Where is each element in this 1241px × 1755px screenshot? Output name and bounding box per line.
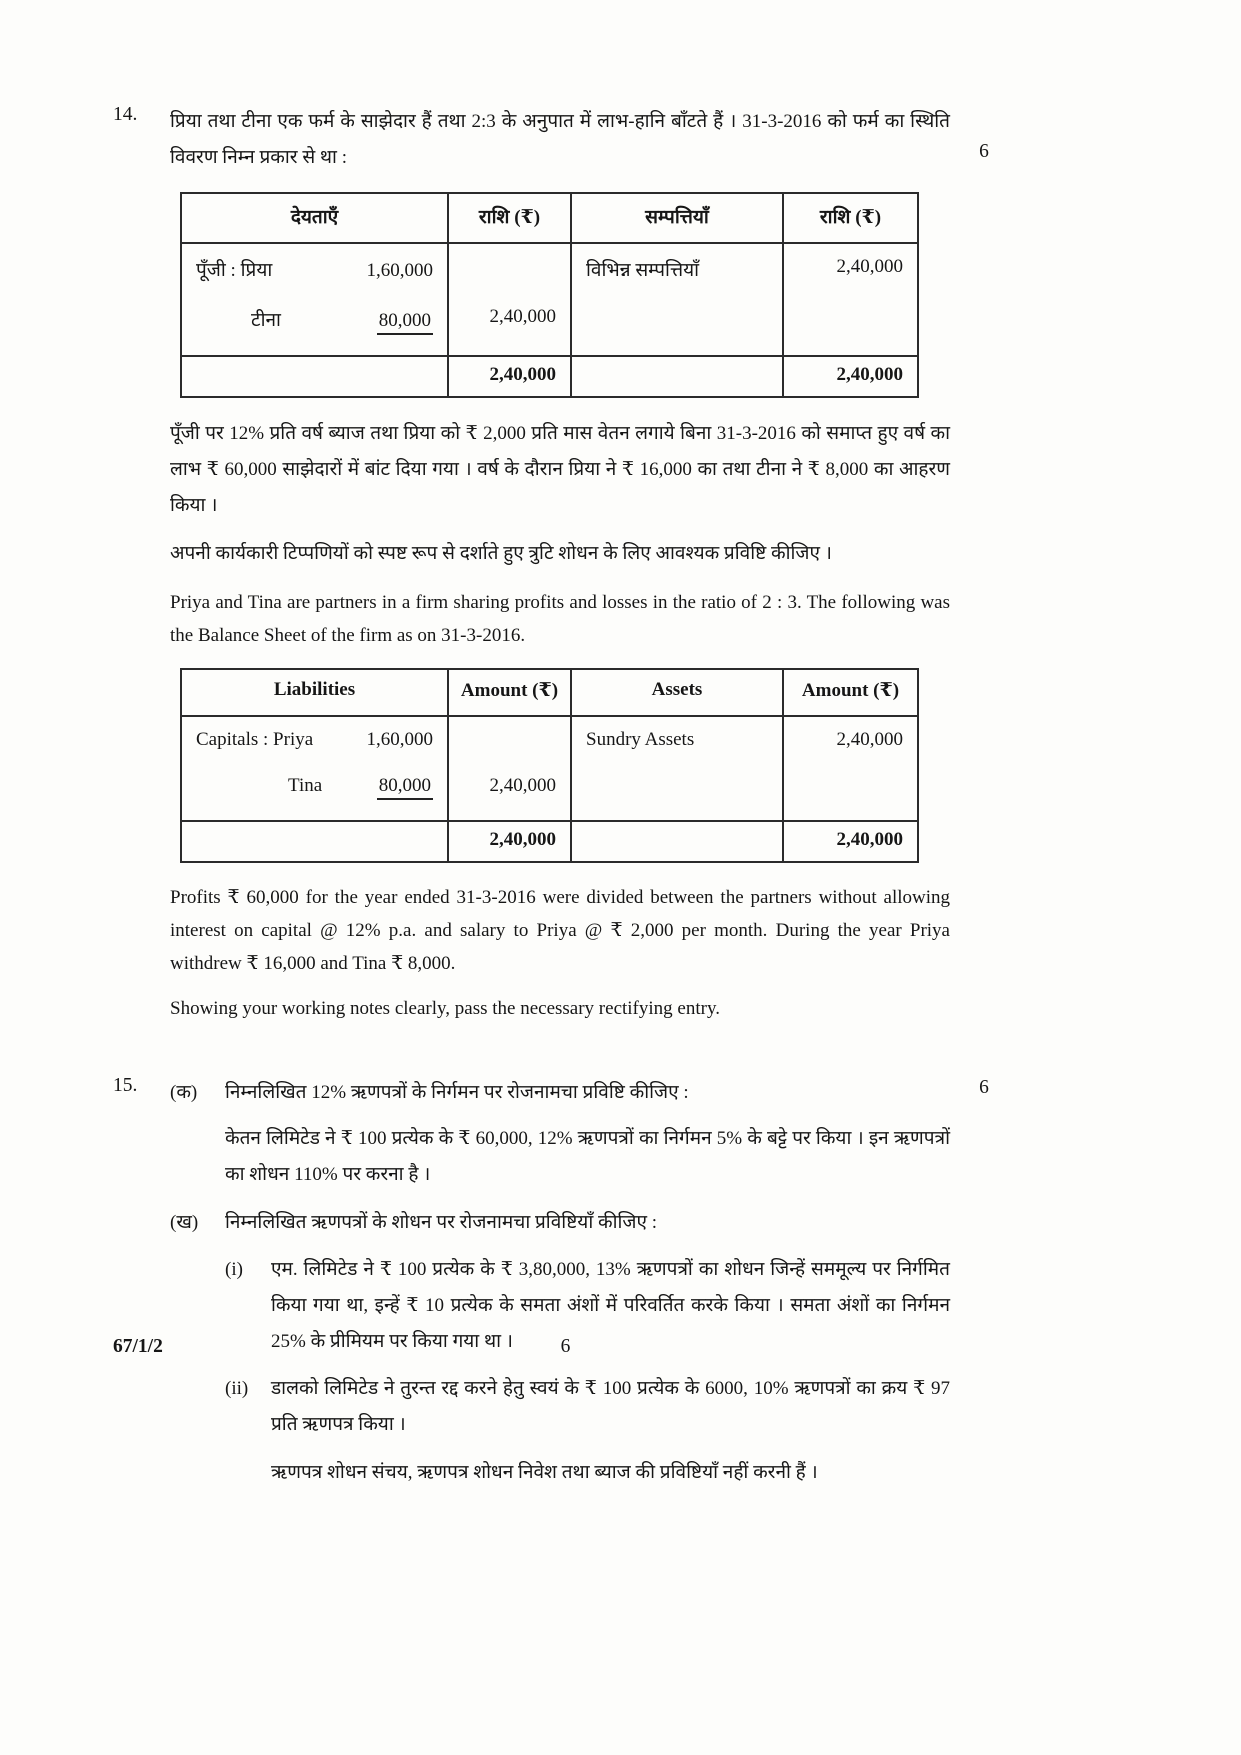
liability-amount: 1,60,000 xyxy=(366,260,433,281)
liability-name: पूँजी : प्रिया xyxy=(196,260,273,281)
q15-part-a-body: केतन लिमिटेड ने ₹ 100 प्रत्येक के ₹ 60,000, 12% ऋणपत्रों का निर्गमन 5% के बट्टे पर किया । इन ऋणपत्रों का शोधन 110% पर करना है । xyxy=(225,1128,950,1185)
empty-cell xyxy=(571,821,783,862)
amount-cell: 2,40,000 xyxy=(448,757,571,821)
question-14 xyxy=(113,104,1018,1025)
total-liabilities: 2,40,000 xyxy=(448,356,571,397)
q15-item-ii xyxy=(225,1371,950,1443)
question-15-number: 15. xyxy=(113,1075,138,1096)
liability-name: Capitals : Priya xyxy=(196,729,314,750)
liability-name: टीना xyxy=(251,310,281,331)
col-header-liabilities-en: Liabilities xyxy=(181,669,448,716)
asset-name: विभिन्न सम्पत्तियाँ xyxy=(571,243,783,288)
q14-marks: 6 xyxy=(979,141,989,162)
question-14-body xyxy=(170,104,950,1025)
q15-item-i-label: (i) xyxy=(225,1259,243,1280)
q15-item-i xyxy=(225,1252,950,1360)
liability-amount-underlined: 80,000 xyxy=(377,310,433,335)
asset-amount xyxy=(783,288,918,356)
q14-para2-english: Showing your working notes clearly, pass the necessary rectifying entry. xyxy=(170,998,720,1019)
q14-para1-hindi: पूँजी पर 12% प्रति वर्ष ब्याज तथा प्रिया को ₹ 2,000 प्रति मास वेतन लगाये बिना 31-3-2016 को समाप्त हुए वर्ष का लाभ ₹ 60,000 साझेदारों में बांट दिया गया । वर्ष के दौरान प्रिया ने ₹ 16,000 का तथा टीना ने ₹ 8,000 का आहरण किया । xyxy=(170,423,950,516)
liability-cell xyxy=(181,757,448,821)
asset-name xyxy=(571,757,783,821)
asset-amount xyxy=(783,757,918,821)
total-assets: 2,40,000 xyxy=(783,356,918,397)
table-row xyxy=(181,288,918,356)
asset-name xyxy=(571,288,783,356)
q15-marks: 6 xyxy=(979,1077,989,1098)
q15-item-i-text: एम. लिमिटेड ने ₹ 100 प्रत्येक के ₹ 3,80,000, 13% ऋणपत्रों का शोधन जिन्हें सममूल्य पर निर्गमित किया गया था, इन्हें ₹ 10 प्रत्येक के समता अंशों में परिवर्तित करके किया । समता अंशों का निर्गमन 25% के प्रीमियम पर किया गया था । xyxy=(271,1259,950,1352)
table-total-row xyxy=(181,356,918,397)
asset-amount: 2,40,000 xyxy=(783,243,918,288)
col-header-amount2-hi: राशि (₹) xyxy=(783,193,918,243)
q14-para2-hindi: अपनी कार्यकारी टिप्पणियों को स्पष्ट रूप से दर्शाते हुए त्रुटि शोधन के लिए आवश्यक प्रविष्टि कीजिए । xyxy=(170,543,832,564)
liability-cell xyxy=(181,288,448,356)
q15-note: ऋणपत्र शोधन संचय, ऋणपत्र शोधन निवेश तथा ब्याज की प्रविष्टियाँ नहीं करनी हैं । xyxy=(271,1462,818,1483)
q14-intro-english: Priya and Tina are partners in a firm sharing profits and losses in the ratio of 2 : 3. The following was the Balance Sheet of the firm as on 31-3-2016. xyxy=(170,592,950,646)
balance-sheet-table-english xyxy=(180,668,919,863)
q14-para1-english: Profits ₹ 60,000 for the year ended 31-3-2016 were divided between the partners without allowing interest on capital @ 12% p.a. and salary to Priya @ ₹ 2,000 per month. During the year Priya withdrew ₹ 16,000 and Tina ₹ 8,000. xyxy=(170,887,950,974)
col-header-assets-en: Assets xyxy=(571,669,783,716)
q14-intro-hindi: प्रिया तथा टीना एक फर्म के साझेदार हैं तथा 2:3 के अनुपात में लाभ-हानि बाँटते हैं । 31-3-2016 को फर्म का स्थिति विवरण निम्न प्रकार से था : xyxy=(170,111,950,168)
liability-cell xyxy=(181,243,448,288)
liability-name: Tina xyxy=(288,775,323,796)
table-header-row xyxy=(181,193,918,243)
asset-amount: 2,40,000 xyxy=(783,716,918,757)
total-liabilities: 2,40,000 xyxy=(448,821,571,862)
paper-code: 67/1/2 xyxy=(113,1336,163,1357)
empty-cell xyxy=(181,356,448,397)
q15-part-b-text: निम्नलिखित ऋणपत्रों के शोधन पर रोजनामचा प्रविष्टियाँ कीजिए : xyxy=(225,1212,658,1233)
question-15 xyxy=(113,1075,1018,1491)
amount-cell xyxy=(448,243,571,288)
table-row xyxy=(181,243,918,288)
col-header-amount2-en: Amount (₹) xyxy=(783,669,918,716)
col-header-assets-hi: सम्पत्तियाँ xyxy=(571,193,783,243)
liability-cell xyxy=(181,716,448,757)
col-header-amount1-hi: राशि (₹) xyxy=(448,193,571,243)
table-row xyxy=(181,757,918,821)
empty-cell xyxy=(181,821,448,862)
liability-amount: 1,60,000 xyxy=(366,729,433,750)
q15-item-ii-label: (ii) xyxy=(225,1378,249,1399)
q15-part-b-label: (ख) xyxy=(170,1212,199,1233)
q15-part-a-label: (क) xyxy=(170,1082,198,1103)
question-14-number: 14. xyxy=(113,104,138,125)
total-assets: 2,40,000 xyxy=(783,821,918,862)
empty-cell xyxy=(571,356,783,397)
question-15-body xyxy=(170,1075,950,1491)
amount-cell: 2,40,000 xyxy=(448,288,571,356)
page-number: 6 xyxy=(560,1336,571,1357)
balance-sheet-table-hindi xyxy=(180,192,919,398)
asset-name: Sundry Assets xyxy=(571,716,783,757)
q15-item-ii-text: डालको लिमिटेड ने तुरन्त रद्द करने हेतु स्वयं के ₹ 100 प्रत्येक के 6000, 10% ऋणपत्रों का क्रय ₹ 97 प्रति ऋणपत्र किया । xyxy=(271,1378,950,1435)
col-header-liabilities-hi: देयताएँ xyxy=(181,193,448,243)
liability-amount-underlined: 80,000 xyxy=(377,775,433,800)
table-row xyxy=(181,716,918,757)
q15-part-a-text: निम्नलिखित 12% ऋणपत्रों के निर्गमन पर रोजनामचा प्रविष्टि कीजिए : xyxy=(225,1082,689,1103)
q15-part-a xyxy=(170,1075,950,1193)
table-header-row xyxy=(181,669,918,716)
table-total-row xyxy=(181,821,918,862)
col-header-amount1-en: Amount (₹) xyxy=(448,669,571,716)
page-content xyxy=(113,104,1018,1491)
amount-cell xyxy=(448,716,571,757)
